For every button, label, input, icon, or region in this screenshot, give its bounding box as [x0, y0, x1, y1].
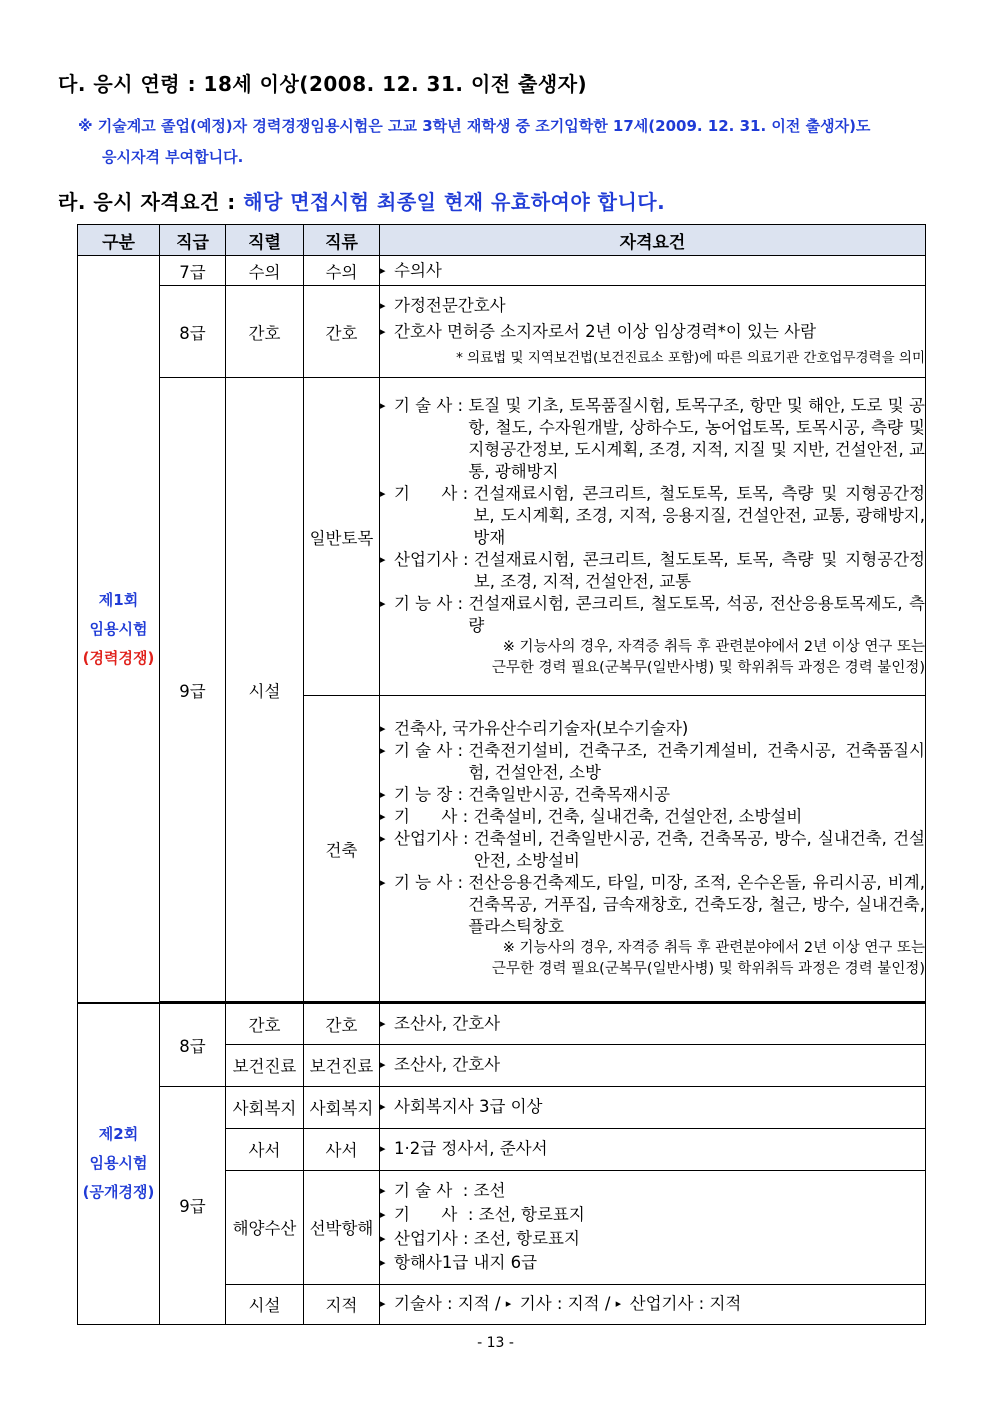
list-item: ▸ 기 사 : 조선, 항로표지: [380, 1203, 925, 1227]
list-item: ▸ 기 사 : 건축설비, 건축, 실내건축, 건설안전, 소방설비: [380, 806, 925, 828]
list-item: ▸ 사회복지사 3급 이상: [380, 1096, 925, 1118]
list-item: ▸ 기 사 : 건설재료시험, 콘크리트, 철도토목, 토목, 측량 및 지형공간정보, 도시계획, 조경, 지적, 응용지질, 건설안전, 교통, 광해방지, 방재: [380, 483, 925, 549]
qualification-table: [77, 224, 926, 1325]
exam1-line1: 제1회: [98, 590, 139, 609]
cell-qualification: [380, 1003, 926, 1044]
list-item: ▸ 산업기사 : 지적: [616, 1293, 742, 1315]
list-item: ▸ 항해사1급 내지 6급: [380, 1251, 925, 1275]
cell-series: 시설: [226, 1284, 304, 1324]
list-item: ▸ 조산사, 간호사: [380, 1013, 925, 1035]
list-item: ▸ 기 술 사 : 조선: [380, 1179, 925, 1203]
list-item: ▸ 조산사, 간호사: [380, 1054, 925, 1076]
remark-line2: 근무한 경력 필요(군복무(일반사병) 및 학위취득 과정은 경력 불인정): [491, 960, 925, 977]
list-item: ▸ 기 술 사 : 토질 및 기초, 토목품질시험, 토목구조, 항만 및 해안, 도로 및 공항, 철도, 수자원개발, 상하수도, 농어업토목, 토목시공, 측량 및 지형공간정보, 도시계획, 조경, 지적, 지질 및 지반, 건설안전, 교통, 광해방지: [380, 395, 925, 483]
remark-line1: ※ 기능사의 경우, 자격증 취득 후 관련분야에서 2년 이상 연구 또는: [502, 939, 925, 956]
note-age-line1: ※ 기술계고 졸업(예정)자 경력경쟁임용시험은 고교 3학년 재학생 중 조기입학한 17세(2009. 12. 31. 이전 출생자)도: [78, 117, 871, 135]
remark-line1: ※ 기능사의 경우, 자격증 취득 후 관련분야에서 2년 이상 연구 또는: [502, 638, 925, 655]
list-item: ▸ 산업기사 : 건축설비, 건축일반시공, 건축, 건축목공, 방수, 실내건축, 건설안전, 소방설비: [380, 828, 925, 872]
exam1-label: [78, 256, 160, 1004]
cell-grade: 8급: [160, 1003, 226, 1086]
list-item: ▸ 기 능 사 : 건설재료시험, 콘크리트, 철도토목, 석공, 전산응용토목제도, 측량: [380, 593, 925, 637]
cell-class: 수의: [304, 256, 380, 286]
cell-qualification: [380, 1284, 926, 1324]
list-item: ▸ 기 능 사 : 전산응용건축제도, 타일, 미장, 조적, 온수온돌, 유리시공, 비계, 건축목공, 거푸집, 금속재창호, 건축도장, 철근, 방수, 실내건축, 플라스틱창호: [380, 872, 925, 938]
table-row: [78, 286, 926, 378]
list-item: ▸ 기사 : 지적 /: [506, 1293, 616, 1315]
exam2-line2: 임용시험: [89, 1154, 148, 1173]
header-qualification: 자격요건: [380, 225, 926, 256]
cell-class: 사서: [304, 1128, 380, 1170]
cell-class: 선박항해: [304, 1170, 380, 1284]
exam1-line3: (경력경쟁): [82, 648, 155, 667]
cell-class: 보건진료: [304, 1044, 380, 1086]
list-item: ▸ 간호사 면허증 소지자로서 2년 이상 임상경력*이 있는 사람: [380, 319, 925, 345]
cell-class: 지적: [304, 1284, 380, 1324]
remark-line2: 근무한 경력 필요(군복무(일반사병) 및 학위취득 과정은 경력 불인정): [491, 659, 925, 676]
exam2-line3: (공개경쟁): [82, 1183, 155, 1202]
list-item: ▸ 1·2급 정사서, 준사서: [380, 1138, 925, 1160]
cell-series: 시설: [226, 378, 304, 1002]
cell-class: 일반토목: [304, 378, 380, 696]
cell-series: 수의: [226, 256, 304, 286]
header-class: 직류: [304, 225, 380, 256]
table-row: [78, 1086, 926, 1128]
cell-series: 간호: [226, 1003, 304, 1044]
list-item: ▸ 기 술 사 : 건축전기설비, 건축구조, 건축기계설비, 건축시공, 건축품질시험, 건설안전, 소방: [380, 740, 925, 784]
heading-qual-emphasis: 해당 면접시험 최종일 현재 유효하여야 합니다.: [243, 190, 666, 214]
cell-qualification: [380, 1044, 926, 1086]
table-row: [78, 1003, 926, 1044]
page-number: - 13 -: [477, 1335, 514, 1351]
list-item: ▸ 기 능 장 : 건축일반시공, 건축목재시공: [380, 784, 925, 806]
table-row: [78, 378, 926, 696]
cell-qualification: [380, 1086, 926, 1128]
cell-qualification: [380, 1170, 926, 1284]
cell-series: 사서: [226, 1128, 304, 1170]
list-item: ▸ 건축사, 국가유산수리기술자(보수기술자): [380, 718, 925, 740]
list-item: ▸ 가정전문간호사: [380, 293, 925, 319]
cell-class: 간호: [304, 1003, 380, 1044]
heading-qual-prefix: 라. 응시 자격요건 :: [58, 190, 244, 214]
cell-series: 보건진료: [226, 1044, 304, 1086]
cell-series: 간호: [226, 286, 304, 378]
list-item: ▸ 산업기사 : 건설재료시험, 콘크리트, 철도토목, 토목, 측량 및 지형공간정보, 조경, 지적, 건설안전, 교통: [380, 549, 925, 593]
cell-grade: 9급: [160, 378, 226, 1002]
table-header-row: [78, 225, 926, 256]
list-item: ▸ 수의사: [380, 260, 925, 282]
header-category: 구분: [78, 225, 160, 256]
exam1-line2: 임용시험: [89, 619, 148, 638]
list-item: ▸ 산업기사 : 조선, 항로표지: [380, 1227, 925, 1251]
header-grade: 직급: [160, 225, 226, 256]
heading-age: 다. 응시 연령 : 18세 이상(2008. 12. 31. 이전 출생자): [58, 72, 588, 96]
list-item: ▸ 기술사 : 지적 /: [380, 1293, 506, 1315]
cell-class: 건축: [304, 696, 380, 1002]
header-series: 직렬: [226, 225, 304, 256]
table-row: [78, 256, 926, 286]
exam2-line1: 제2회: [98, 1125, 139, 1144]
cell-grade: 8급: [160, 286, 226, 378]
cell-qualification: [380, 256, 926, 286]
cell-qualification: [380, 286, 926, 378]
cell-series: 해양수산: [226, 1170, 304, 1284]
cell-class: 간호: [304, 286, 380, 378]
cell-qualification: [380, 1128, 926, 1170]
cell-grade: 9급: [160, 1086, 226, 1324]
heading-qualification: [58, 186, 665, 215]
cell-class: 사회복지: [304, 1086, 380, 1128]
cell-qualification: [380, 378, 926, 696]
exam2-label: [78, 1003, 160, 1324]
footnote: * 의료법 및 지역보건법(보건진료소 포함)에 따른 의료기관 간호업무경력을 의미: [456, 349, 925, 366]
cell-series: 사회복지: [226, 1086, 304, 1128]
note-age-line2: 응시자격 부여합니다.: [102, 148, 244, 166]
cell-grade: 7급: [160, 256, 226, 286]
cell-qualification: [380, 696, 926, 1002]
